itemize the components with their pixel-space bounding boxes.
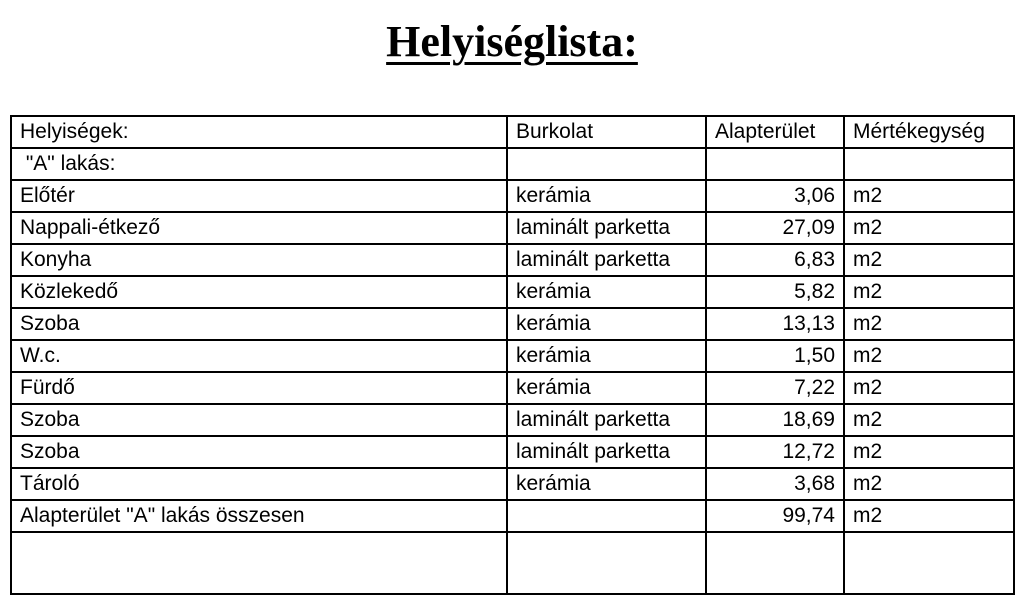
room-name: Előtér	[11, 180, 507, 212]
room-area: 3,06	[706, 180, 844, 212]
table-row	[11, 244, 1014, 276]
room-area: 27,09	[706, 212, 844, 244]
room-finish: kerámia	[507, 468, 706, 500]
empty-cell	[507, 532, 706, 594]
room-unit: m2	[844, 180, 1014, 212]
section-empty-cell	[844, 148, 1014, 180]
header-room: Helyiségek:	[11, 116, 507, 148]
empty-cell	[706, 532, 844, 594]
table-row	[11, 180, 1014, 212]
section-label	[11, 148, 507, 180]
room-finish: kerámia	[507, 340, 706, 372]
section-row	[11, 148, 1014, 180]
header-area: Alapterület	[706, 116, 844, 148]
room-name: Konyha	[11, 244, 507, 276]
section-label-text: "A" lakás:	[20, 152, 116, 175]
room-finish: laminált parketta	[507, 244, 706, 276]
empty-cell	[11, 532, 507, 594]
total-unit: m2	[844, 500, 1014, 532]
total-area: 99,74	[706, 500, 844, 532]
room-finish: kerámia	[507, 372, 706, 404]
room-name: W.c.	[11, 340, 507, 372]
room-area: 7,22	[706, 372, 844, 404]
table-row	[11, 468, 1014, 500]
document-title	[0, 14, 1024, 70]
room-finish: laminált parketta	[507, 404, 706, 436]
header-finish: Burkolat	[507, 116, 706, 148]
header-unit: Mértékegység	[844, 116, 1014, 148]
room-area: 3,68	[706, 468, 844, 500]
table-row	[11, 340, 1014, 372]
empty-row	[11, 532, 1014, 594]
room-name: Fürdő	[11, 372, 507, 404]
table-row	[11, 436, 1014, 468]
table-row	[11, 308, 1014, 340]
room-finish: laminált parketta	[507, 212, 706, 244]
table-row	[11, 212, 1014, 244]
room-list-table	[10, 115, 1015, 595]
room-name: Tároló	[11, 468, 507, 500]
section-empty-cell	[706, 148, 844, 180]
room-area: 5,82	[706, 276, 844, 308]
room-area: 12,72	[706, 436, 844, 468]
room-unit: m2	[844, 244, 1014, 276]
room-name: Közlekedő	[11, 276, 507, 308]
empty-cell	[844, 532, 1014, 594]
room-finish: kerámia	[507, 308, 706, 340]
room-unit: m2	[844, 468, 1014, 500]
room-area: 18,69	[706, 404, 844, 436]
table-header-row	[11, 116, 1014, 148]
room-finish: laminált parketta	[507, 436, 706, 468]
room-name: Szoba	[11, 404, 507, 436]
table-row	[11, 404, 1014, 436]
total-label: Alapterület "A" lakás összesen	[11, 500, 507, 532]
table-row	[11, 276, 1014, 308]
room-area: 1,50	[706, 340, 844, 372]
room-area: 6,83	[706, 244, 844, 276]
total-finish	[507, 500, 706, 532]
room-unit: m2	[844, 212, 1014, 244]
document-title-text: Helyiséglista:	[386, 17, 638, 66]
room-unit: m2	[844, 436, 1014, 468]
section-empty-cell	[507, 148, 706, 180]
room-name: Szoba	[11, 308, 507, 340]
total-row	[11, 500, 1014, 532]
room-name: Szoba	[11, 436, 507, 468]
room-unit: m2	[844, 404, 1014, 436]
room-finish: kerámia	[507, 180, 706, 212]
room-unit: m2	[844, 276, 1014, 308]
room-name: Nappali-étkező	[11, 212, 507, 244]
room-area: 13,13	[706, 308, 844, 340]
room-unit: m2	[844, 340, 1014, 372]
room-unit: m2	[844, 308, 1014, 340]
table-row	[11, 372, 1014, 404]
room-unit: m2	[844, 372, 1014, 404]
room-finish: kerámia	[507, 276, 706, 308]
